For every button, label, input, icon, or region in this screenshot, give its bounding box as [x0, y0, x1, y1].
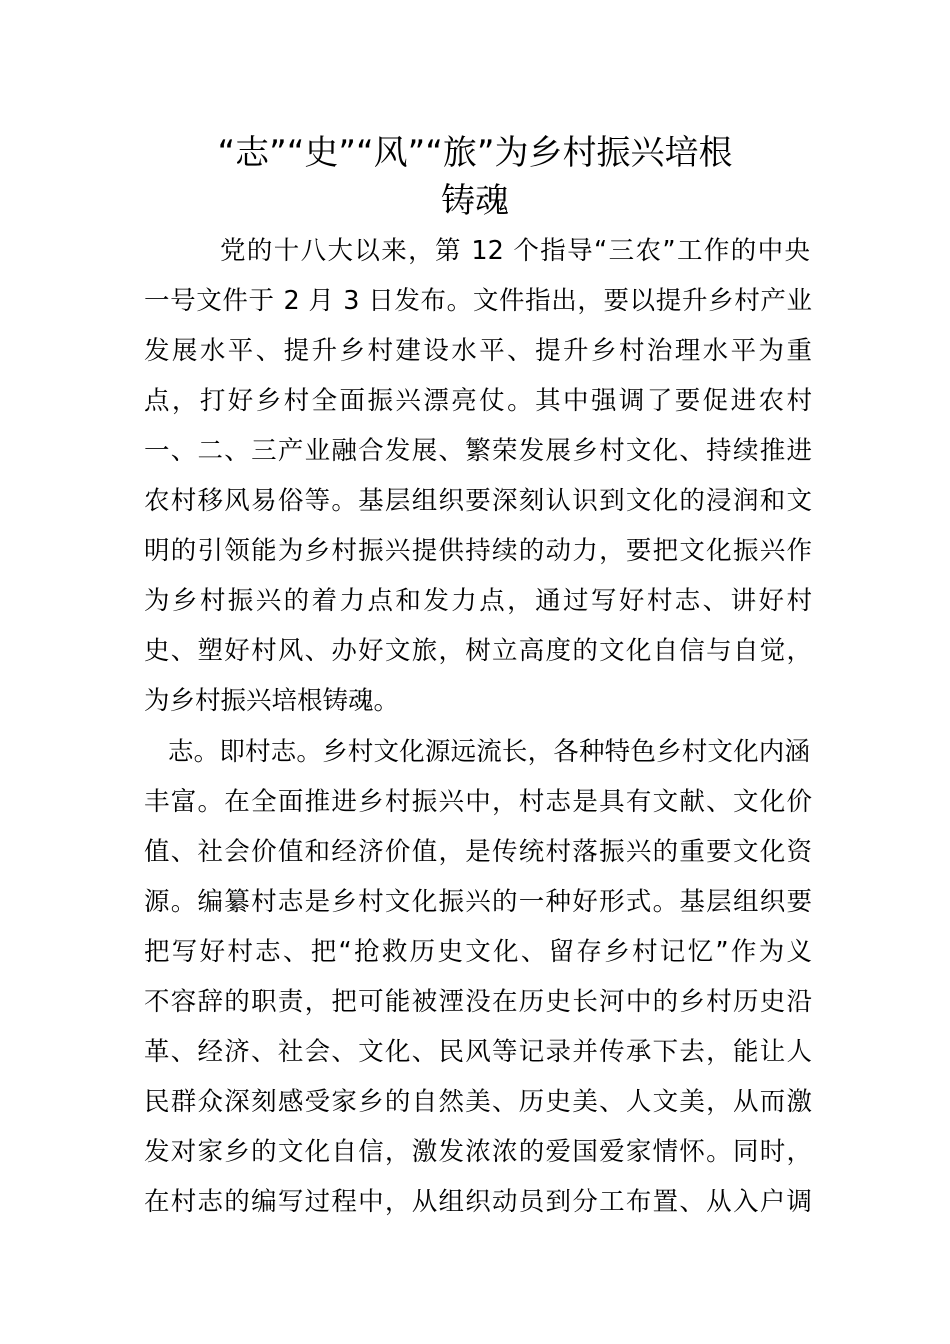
title-line-2: 铸魂	[441, 181, 509, 221]
paragraph-1-line: 史、塑好村风、办好文旅，树立高度的文化自信与自觉，	[144, 636, 812, 666]
paragraph-2-line: 民群众深刻感受家乡的自然美、历史美、人文美，从而激	[144, 1087, 812, 1117]
paragraph-2-line: 源。编纂村志是乡村文化振兴的一种好形式。基层组织要	[144, 887, 812, 917]
paragraph-1-line: 明的引领能为乡村振兴提供持续的动力，要把文化振兴作	[144, 536, 812, 566]
paragraph-1-line: 为乡村振兴培根铸魂。	[144, 686, 400, 716]
paragraph-2-line: 丰富。在全面推进乡村振兴中，村志是具有文献、文化价	[144, 787, 812, 817]
paragraph-1-line: 发展水平、提升乡村建设水平、提升乡村治理水平为重	[144, 336, 812, 366]
title-line-1: “志”“史”“风”“旅”为乡村振兴培根	[217, 133, 733, 173]
paragraph-2-line: 值、社会价值和经济价值，是传统村落振兴的重要文化资	[144, 837, 812, 867]
paragraph-1-line: 一、二、三产业融合发展、繁荣发展乡村文化、持续推进	[144, 436, 812, 466]
paragraph-2-line: 在村志的编写过程中，从组织动员到分工布置、从入户调	[144, 1187, 812, 1217]
paragraph-2-line: 发对家乡的文化自信，激发浓浓的爱国爱家情怀。同时，	[144, 1137, 812, 1167]
paragraph-1-line: 党的十八大以来，第 12 个指导“三农”工作的中央	[220, 236, 810, 266]
paragraph-2-line: 志。即村志。乡村文化源远流长，各种特色乡村文化内涵	[168, 737, 810, 767]
paragraph-1-line: 点，打好乡村全面振兴漂亮仗。其中强调了要促进农村	[144, 386, 812, 416]
paragraph-1-line: 一号文件于 2 月 3 日发布。文件指出，要以提升乡村产业	[144, 286, 812, 316]
paragraph-1-line: 为乡村振兴的着力点和发力点，通过写好村志、讲好村	[144, 586, 812, 616]
paragraph-2-line: 革、经济、社会、文化、民风等记录并传承下去，能让人	[144, 1037, 812, 1067]
paragraph-2-line: 把写好村志、把“抢救历史文化、留存乡村记忆”作为义	[144, 937, 812, 967]
paragraph-2-line: 不容辞的职责，把可能被湮没在历史长河中的乡村历史沿	[144, 987, 812, 1017]
paragraph-1-line: 农村移风易俗等。基层组织要深刻认识到文化的浸润和文	[144, 486, 812, 516]
